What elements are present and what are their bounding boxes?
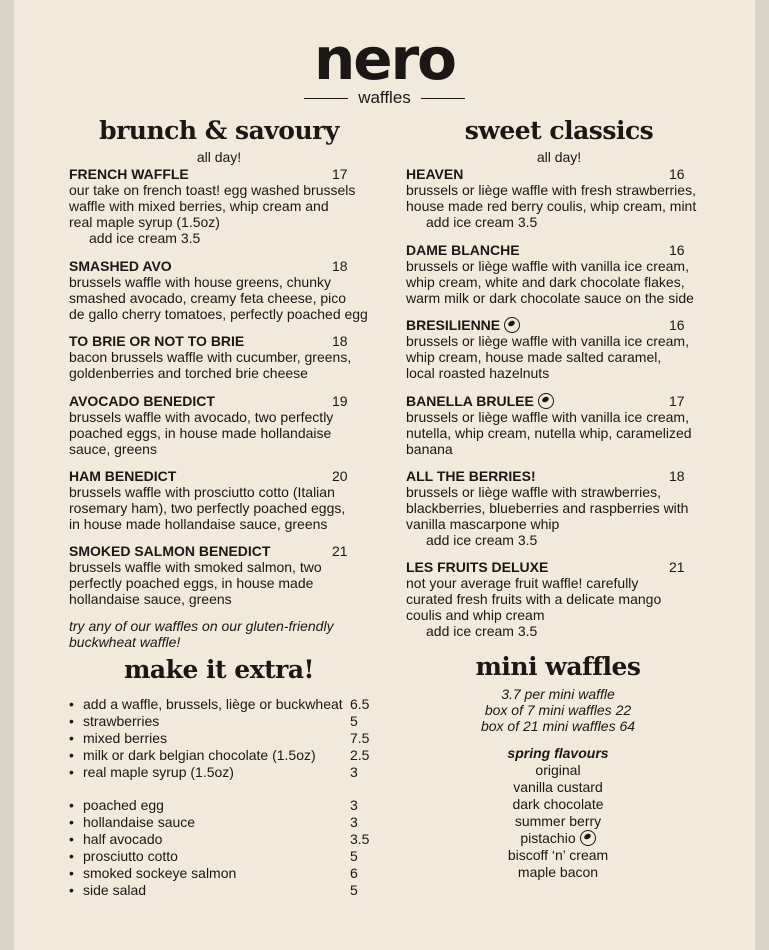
menu-item-description <box>69 484 345 532</box>
description-line: real maple syrup (1.5oz) <box>69 214 220 230</box>
extras-item-label: smoked sockeye salmon <box>83 865 237 881</box>
menu-item-description <box>406 258 694 306</box>
bullet: • <box>69 696 74 712</box>
menu-item-price: 21 <box>332 543 348 559</box>
extras-item-label: half avocado <box>83 831 163 847</box>
description-line: warm milk or dark chocolate sauce on the side <box>406 290 694 306</box>
extras-item <box>69 831 389 848</box>
right-title: sweet classics <box>464 116 654 145</box>
menu-item-price: 17 <box>332 166 348 182</box>
extras-item-label: real maple syrup (1.5oz) <box>83 764 234 780</box>
menu-item-price: 18 <box>332 333 348 349</box>
extras-item <box>69 797 389 814</box>
menu-item-description <box>69 274 368 322</box>
menu-item-price: 16 <box>669 166 685 182</box>
description-line: brussels waffle with prosciutto cotto (Italian <box>69 484 335 500</box>
extras-item <box>69 882 389 899</box>
bullet: • <box>69 848 74 864</box>
description-line: poached eggs, in house made hollandaise <box>69 425 332 441</box>
description-line: brussels waffle with smoked salmon, two <box>69 559 322 575</box>
description-line: blackberries, blueberries and raspberries with <box>406 500 689 516</box>
flavour-name: maple bacon <box>517 864 599 880</box>
menu-item-name <box>69 468 176 484</box>
nut-icon <box>504 317 520 333</box>
flavour-item <box>437 830 679 846</box>
flavour-item <box>437 847 679 863</box>
description-line: bacon brussels waffle with cucumber, greens, <box>69 349 352 365</box>
menu-item-name-text: HEAVEN <box>406 166 464 182</box>
flavour-item <box>437 864 679 880</box>
menu-item-name-text: SMOKED SALMON BENEDICT <box>69 543 271 559</box>
description-line: perfectly poached eggs, in house made <box>69 575 314 591</box>
menu-item-name-text: AVOCADO BENEDICT <box>69 393 215 409</box>
menu-item-price: 19 <box>332 393 348 409</box>
extras-item <box>69 814 389 831</box>
flavour-name: dark chocolate <box>512 796 604 812</box>
description-line: hollandaise sauce, greens <box>69 591 232 607</box>
extras-item-label: strawberries <box>83 713 160 729</box>
menu-item-addon: add ice cream 3.5 <box>426 214 538 230</box>
extras-item-price: 6 <box>350 865 358 881</box>
extras-item <box>69 713 389 730</box>
description-line: whip cream, house made salted caramel, <box>406 349 662 365</box>
extras-item-price: 6.5 <box>350 696 370 712</box>
flavour-item <box>437 779 679 795</box>
extras-item-price: 5 <box>350 882 358 898</box>
description-line: brussels waffle with avocado, two perfectly <box>69 409 334 425</box>
menu-item-price: 16 <box>669 242 685 258</box>
menu-item-description <box>406 575 661 623</box>
flavour-name: biscoff ‘n’ cream <box>507 847 609 863</box>
description-line: goldenberries and torched brie cheese <box>69 365 308 381</box>
brand-logo: nero <box>313 25 456 93</box>
nut-icon <box>538 393 554 409</box>
menu-item-name-text: HAM BENEDICT <box>69 468 177 484</box>
menu-item-name <box>406 166 463 182</box>
extras-item-price: 7.5 <box>350 730 370 746</box>
bullet: • <box>69 865 74 881</box>
right-note: all day! <box>536 149 582 165</box>
flavour-name: original <box>535 762 581 778</box>
menu-item-price: 18 <box>332 258 348 274</box>
menu-item-addon: add ice cream 3.5 <box>426 623 538 639</box>
description-line: local roasted hazelnuts <box>406 365 550 381</box>
menu-item-description <box>69 409 333 457</box>
menu-item-name <box>69 543 270 559</box>
description-line: waffle with mixed berries, whip cream and <box>69 198 329 214</box>
extras-item-price: 3.5 <box>350 831 370 847</box>
extras-item-price: 5 <box>350 713 358 729</box>
menu-item-name-text: DAME BLANCHE <box>406 242 520 258</box>
menu-item-description <box>406 484 688 532</box>
description-line: our take on french toast! egg washed brussels <box>69 182 356 198</box>
menu-item-description <box>406 409 692 457</box>
menu-item-name-text: LES FRUITS DELUXE <box>406 559 549 575</box>
menu-item-name-text: FRENCH WAFFLE <box>69 166 189 182</box>
extras-item-label: poached egg <box>83 797 164 813</box>
description-line: brussels or liège waffle with vanilla ice cream, <box>406 409 689 425</box>
extras-item-price: 3 <box>350 764 358 780</box>
bullet: • <box>69 882 74 898</box>
extras-item-label: prosciutto cotto <box>83 848 178 864</box>
extras-item-price: 3 <box>350 797 358 813</box>
extras-item-price: 3 <box>350 814 358 830</box>
mini-title: mini waffles <box>475 652 641 681</box>
menu-item-name <box>69 166 189 182</box>
description-line: coulis and whip cream <box>406 607 545 623</box>
description-line: curated fresh fruits with a delicate mango <box>406 591 662 607</box>
menu-item-name <box>406 393 554 409</box>
menu-item-name <box>69 333 244 349</box>
flavour-item <box>437 813 679 829</box>
menu-item-description <box>406 333 689 381</box>
flavours-title: spring flavours <box>507 745 609 761</box>
bullet: • <box>69 831 74 847</box>
description-line: brussels or liège waffle with vanilla ice cream, <box>406 333 689 349</box>
menu-item-name-text: SMASHED AVO <box>69 258 172 274</box>
menu-item-description <box>69 182 355 230</box>
extras-item-label: add a waffle, brussels, liège or buckwheat <box>83 696 343 712</box>
description-line: house made red berry coulis, whip cream, mint <box>406 198 697 214</box>
nut-icon <box>580 830 596 846</box>
extras-item-label: hollandaise sauce <box>83 814 196 830</box>
description-line: smashed avocado, creamy feta cheese, pico <box>69 290 347 306</box>
description-line: de gallo cherry tomatoes, perfectly poached egg <box>69 306 368 322</box>
flavour-name: vanilla custard <box>513 779 603 795</box>
extras-item <box>69 747 389 764</box>
extras-item <box>69 730 389 747</box>
extras-item <box>69 764 389 781</box>
mini-price-line: box of 7 mini waffles 22 <box>484 702 632 718</box>
menu-item-price: 16 <box>669 317 685 333</box>
flavour-name: pistachio <box>520 830 576 846</box>
left-title: brunch & savoury <box>99 116 339 145</box>
description-line: whip cream, white and dark chocolate flakes, <box>406 274 685 290</box>
left-note: all day! <box>196 149 242 165</box>
description-line: brussels waffle with house greens, chunky <box>69 274 331 290</box>
menu-item-price: 21 <box>669 559 685 575</box>
brand-subtitle <box>0 88 769 108</box>
extras-item <box>69 696 389 713</box>
menu-item-name-text: BRESILIENNE <box>406 317 501 333</box>
extras-item-label: side salad <box>83 882 147 898</box>
menu-item-name <box>406 468 536 484</box>
menu-item-name-text: BANELLA BRULEE <box>406 393 534 409</box>
flavour-item <box>437 796 679 812</box>
menu-item-name <box>406 559 548 575</box>
description-line: nutella, whip cream, nutella whip, caramelized <box>406 425 692 441</box>
gluten-note-line: buckwheat waffle! <box>69 634 181 650</box>
menu-item-addon: add ice cream 3.5 <box>426 532 538 548</box>
menu-item-price: 17 <box>669 393 685 409</box>
extras-item-label: milk or dark belgian chocolate (1.5oz) <box>83 747 316 763</box>
description-line: brussels or liège waffle with fresh strawberries, <box>406 182 696 198</box>
gluten-note-line: try any of our waffles on our gluten-friendly <box>69 618 334 634</box>
mini-price-line: 3.7 per mini waffle <box>501 686 615 702</box>
description-line: vanilla mascarpone whip <box>406 516 560 532</box>
description-line: in house made hollandaise sauce, greens <box>69 516 328 532</box>
menu-item-addon: add ice cream 3.5 <box>89 230 201 246</box>
description-line: brussels or liège waffle with strawberries, <box>406 484 661 500</box>
description-line: sauce, greens <box>69 441 157 457</box>
menu-item-description <box>69 559 322 607</box>
extras-item <box>69 865 389 882</box>
flavour-item <box>437 762 679 778</box>
bullet: • <box>69 814 74 830</box>
menu-item-price: 20 <box>332 468 348 484</box>
bullet: • <box>69 797 74 813</box>
subtitle-text: waffles <box>358 88 411 107</box>
extras-item-price: 2.5 <box>350 747 370 763</box>
bullet: • <box>69 764 74 780</box>
bullet: • <box>69 730 74 746</box>
extras-list <box>69 797 389 899</box>
bullet: • <box>69 747 74 763</box>
extras-item-price: 5 <box>350 848 358 864</box>
description-line: brussels or liège waffle with vanilla ice cream, <box>406 258 689 274</box>
extras-title: make it extra! <box>123 655 315 684</box>
description-line: banana <box>406 441 453 457</box>
description-line: rosemary ham), two perfectly poached eggs, <box>69 500 346 516</box>
description-line: not your average fruit waffle! carefully <box>406 575 639 591</box>
menu-item-price: 18 <box>669 468 685 484</box>
flavour-name: summer berry <box>514 813 602 829</box>
menu-item-description <box>69 349 351 381</box>
menu-item-name-text: ALL THE BERRIES! <box>406 468 536 484</box>
menu-item-description <box>406 182 696 214</box>
extras-item-label: mixed berries <box>83 730 168 746</box>
menu-item-name <box>406 317 520 333</box>
menu-item-name <box>69 393 215 409</box>
menu-item-name <box>69 258 172 274</box>
extras-list <box>69 696 389 781</box>
bullet: • <box>69 713 74 729</box>
menu-item-name <box>406 242 520 258</box>
menu-item-name-text: TO BRIE OR NOT TO BRIE <box>69 333 245 349</box>
extras-item <box>69 848 389 865</box>
mini-price-line: box of 21 mini waffles 64 <box>480 718 636 734</box>
